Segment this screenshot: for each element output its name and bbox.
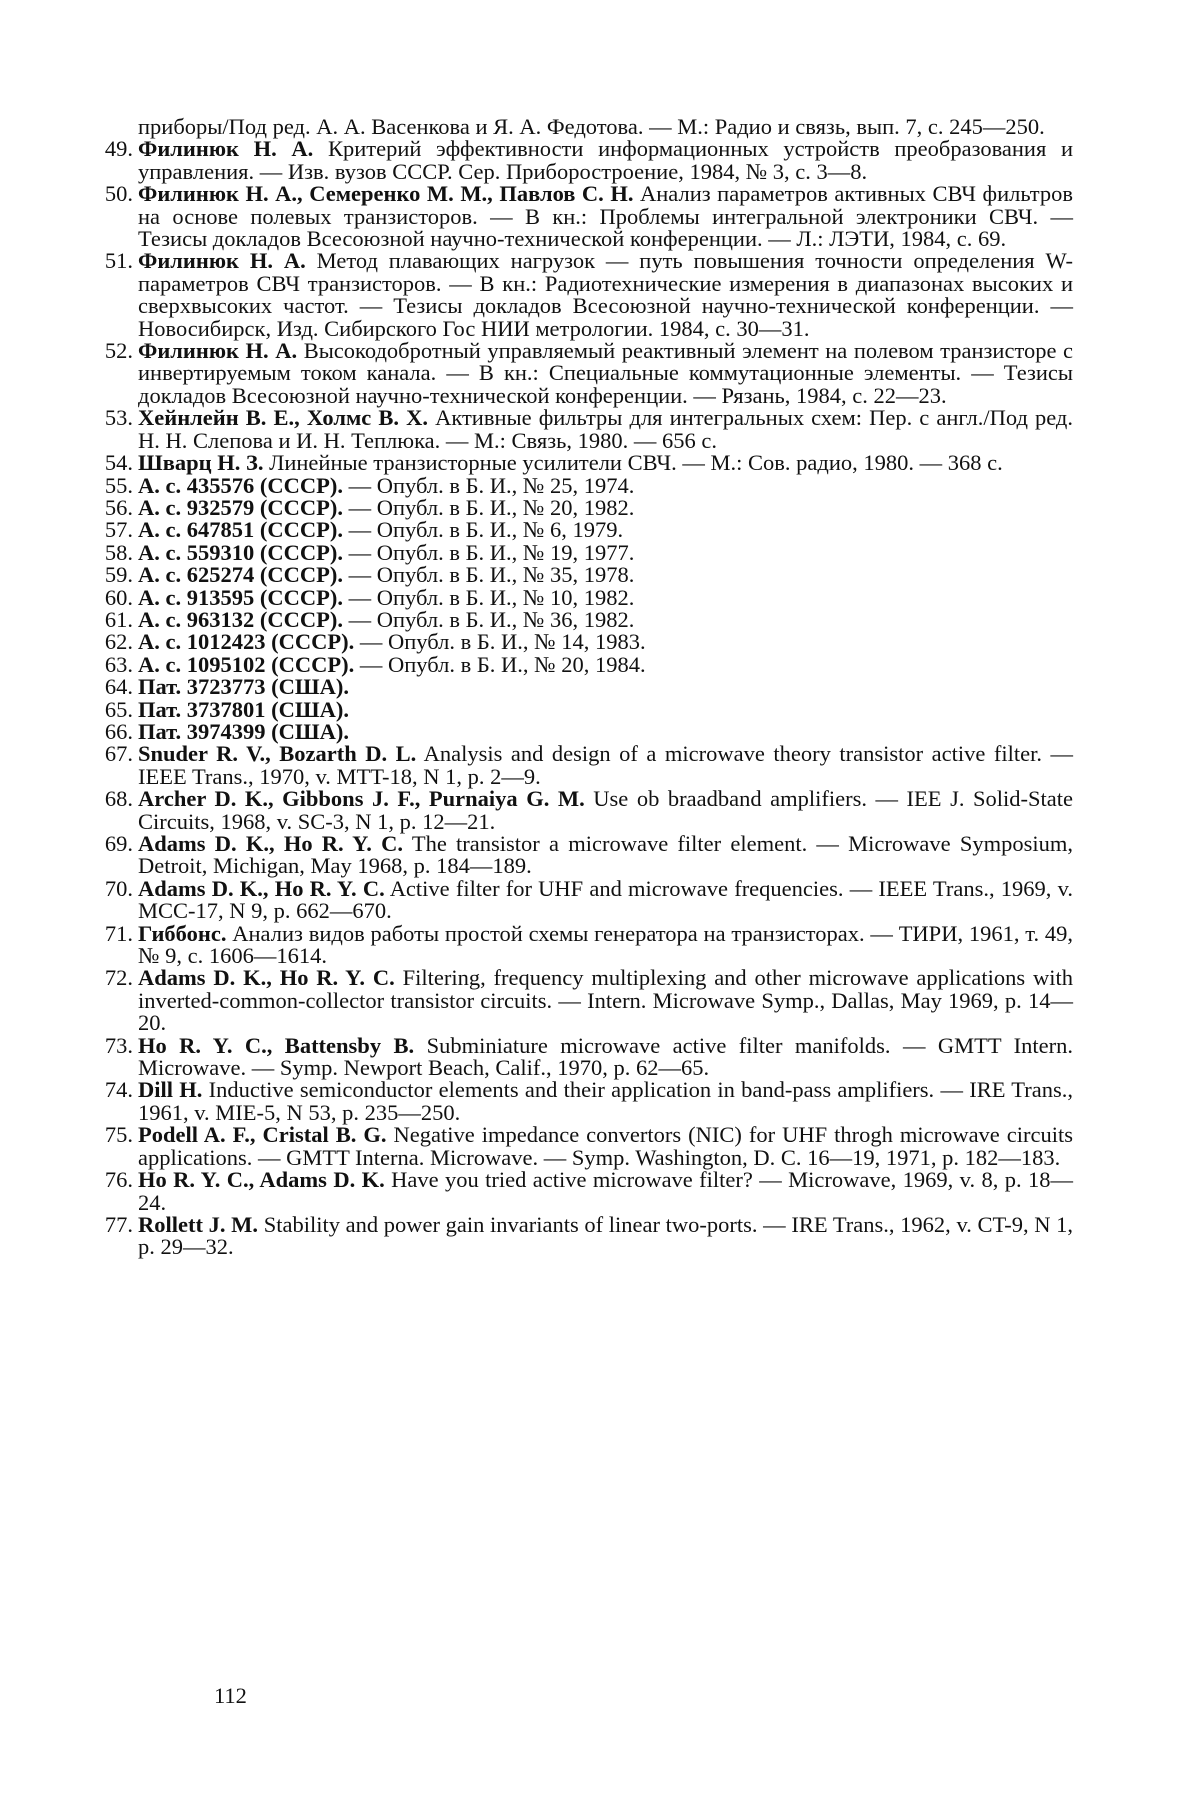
reference-number: 71. [104,920,133,946]
reference-item [95,183,1073,250]
reference-author: Пат. 3723773 (США). [138,674,349,700]
reference-item [95,696,1073,722]
reference-item [95,606,1073,632]
reference-number: 73. [104,1032,133,1058]
reference-number: 67. [104,741,133,767]
reference-number: 50. [104,181,133,207]
reference-author: Dill H. [138,1077,203,1103]
reference-text: — Опубл. в Б. И., № 25, 1974. [348,472,635,498]
reference-number: 60. [104,584,133,610]
reference-text: — Опубл. в Б. И., № 19, 1977. [348,539,635,565]
reference-body [138,248,1073,340]
reference-item [95,138,1073,183]
reference-body [138,1212,1073,1259]
reference-body [138,136,1073,183]
reference-number: 49. [104,136,133,162]
reference-item [95,116,1073,138]
reference-text: приборы/Под ред. А. А. Васенкова и Я. А. Федотова. — М.: Радио и связь, вып. 7, с. 245—250. [138,114,1045,139]
reference-text: Have you tried active microwave filter? — Microwave, 1969, v. 8, p. 18—24. [138,1167,1073,1215]
reference-text: Analysis and design of a microwave theory transistor active filter. — IEEE Trans., 1970, v. MTT-18, N 1, p. 2—9. [138,741,1073,789]
reference-body [138,831,1073,878]
reference-item [95,407,1073,452]
reference-number: 72. [104,965,133,991]
reference-author: Шварц Н. З. [138,450,264,476]
reference-body [138,517,623,542]
reference-body [138,338,1073,408]
reference-author: А. с. 625274 (СССР). [138,562,343,588]
reference-body [138,652,646,677]
reference-text: Filtering, frequency multiplexing and other microwave applications with inverted-common-collector transistor circuits. — Intern. Microwave Symp., Dallas, May 1969, p. 14—20. [138,965,1073,1036]
reference-body [138,450,1003,475]
reference-author: А. с. 963132 (СССР). [138,606,343,632]
reference-text: — Опубл. в Б. И., № 36, 1982. [348,606,635,632]
reference-number: 55. [104,472,133,498]
reference-author: А. с. 1012423 (СССР). [138,629,355,655]
reference-item [95,584,1073,610]
reference-item [95,1079,1073,1124]
reference-item [95,519,1073,541]
reference-item [95,788,1073,833]
reference-text: Negative impedance convertors (NIC) for UHF throgh microwave circuits applications. — GMTT Interna. Microwave. — Symp. Washington, D. C. 16—19, 1971, p. 182—183. [138,1122,1074,1170]
reference-text: Subminiature microwave active filter manifolds. — GMTT Intern. Microwave. — Symp. Newport Beach, Calif., 1970, p. 62—65. [138,1032,1073,1081]
reference-body [138,562,634,587]
reference-item [95,676,1073,698]
reference-author: Филинюк Н. А. [138,338,298,364]
reference-author: Archer D. K., Gibbons J. F., Purnaiya G. M. [138,786,585,812]
reference-author: Ho R. Y. C., Adams D. K. [138,1167,385,1193]
reference-body [138,629,646,654]
reference-author: А. с. 647851 (СССР). [138,517,343,543]
reference-text: Линейные транзисторные усилители СВЧ. — М.: Сов. радио, 1980. — 368 с. [269,450,1003,476]
reference-number: 54. [104,450,133,476]
reference-text: The transistor a microwave filter element. — Microwave Symposium, Detroit, Michigan, May 1968, p. 184—189. [138,831,1073,879]
reference-text: Критерий эффективности информационных устройств преобразования и управления. — Изв. вузов СССР. Сер. Приборостроение, 1984, № 3, с. 3—8. [138,136,1074,184]
reference-author: Podell A. F., Cristal B. G. [138,1122,387,1148]
reference-item [95,1211,1073,1260]
reference-number: 62. [104,629,133,655]
page-number: 112 [214,1683,247,1708]
reference-author: Adams D. K., Ho R. Y. C. [138,965,395,991]
reference-text: Inductive semiconductor elements and their application in band-pass amplifiers. — IRE Trans., 1961, v. MIE-5, N 53, p. 235—250. [138,1077,1073,1125]
reference-list [95,116,1073,1259]
reference-body [138,965,1073,1035]
reference-number: 63. [104,651,133,677]
reference-body [138,697,349,722]
reference-number: 52. [104,338,133,364]
reference-text: — Опубл. в Б. И., № 10, 1982. [348,584,635,610]
reference-number: 70. [104,875,133,901]
reference-number: 51. [104,248,133,274]
reference-number: 75. [104,1122,133,1148]
reference-body [138,585,634,610]
reference-item [95,967,1073,1034]
reference-item [95,494,1073,520]
reference-author: Пат. 3974399 (США). [138,718,349,744]
reference-body [138,741,1073,788]
reference-author: Филинюк Н. А., Семеренко М. М., Павлов С. Н. [138,181,634,207]
reference-item [95,564,1073,586]
reference-body [138,405,1073,452]
reference-body [138,540,634,565]
reference-number: 69. [104,831,133,856]
reference-item [95,1124,1073,1169]
reference-author: Филинюк Н. А. [138,136,314,162]
reference-body [138,607,634,632]
reference-item [95,250,1073,340]
reference-author: Пат. 3737801 (США). [138,696,349,722]
reference-number: 59. [104,562,133,588]
reference-text: — Опубл. в Б. И., № 20, 1982. [348,494,635,520]
reference-number: 65. [104,696,133,722]
reference-text: Метод плавающих нагрузок — путь повышения точности определения W-параметров СВЧ транзисторов. — В кн.: Радиотехнические измерения в диапазонах высоких и сверхвысоких частот. — Тезисы докладов Всесоюзной научно-технической конференции. — Новосибирск, Изд. Сибирского Гос НИИ метрологии. 1984, с. 30—31. [138,248,1073,341]
reference-author: А. с. 913595 (СССР). [138,584,343,610]
reference-body [138,674,349,699]
reference-author: А. с. 559310 (СССР). [138,539,343,565]
reference-item [95,472,1073,498]
reference-item [95,452,1073,474]
reference-number: 53. [104,405,133,431]
reference-body [138,921,1073,968]
reference-item [95,743,1073,788]
reference-item [95,1032,1073,1081]
reference-body [138,181,1073,251]
reference-number: 58. [104,539,133,565]
reference-author: А. с. 1095102 (СССР). [138,651,355,677]
reference-number: 66. [104,718,133,744]
reference-text: — Опубл. в Б. И., № 6, 1979. [348,517,624,543]
reference-number: 74. [104,1077,133,1103]
reference-item [95,920,1074,969]
reference-author: Rollett J. M. [138,1211,259,1237]
reference-body [138,495,634,520]
reference-text: Активные фильтры для интегральных схем: Пер. с англ./Под ред. Н. Н. Слепова и И. Н. Теплюка. — М.: Связь, 1980. — 656 с. [138,405,1073,453]
reference-number: 77. [104,1211,133,1237]
reference-number: 64. [104,674,133,700]
reference-author: Ho R. Y. C., Battensby B. [138,1032,415,1058]
reference-number: 68. [104,786,133,812]
reference-item [95,875,1073,924]
reference-author: Хейнлейн В. Е., Холмс В. Х. [138,405,428,431]
reference-author: Филинюк Н. А. [138,248,306,274]
reference-text: Анализ видов работы простой схемы генератора на транзисторах. — ТИРИ, 1961, т. 49, № 9, с. 1606—1614. [138,920,1074,969]
reference-author: А. с. 435576 (СССР). [138,472,343,498]
reference-number: 76. [104,1167,133,1193]
reference-body [138,1077,1073,1124]
reference-text: — Опубл. в Б. И., № 35, 1978. [348,562,635,588]
reference-text: Анализ параметров активных СВЧ фильтров на основе полевых транзисторов. — В кн.: Проблемы интегральной электроники СВЧ. — Тезисы докладов Всесоюзной научно-технической конференции. — Л.: ЛЭТИ, 1984, с. 69. [138,181,1073,252]
reference-body [138,719,349,744]
reference-text: — Опубл. в Б. И., № 20, 1984. [359,651,646,677]
reference-item [95,340,1073,407]
reference-author: Adams D. K., Ho R. Y. C. [138,875,385,901]
reference-number: 61. [104,606,133,632]
reference-text: Stability and power gain invariants of linear two-ports. — IRE Trans., 1962, v. CT-9, N 1, p. 29—32. [138,1211,1073,1260]
reference-text: Use ob braadband amplifiers. — IEE J. Solid-State Circuits, 1968, v. SC-3, N 1, p. 12—21. [138,786,1073,834]
reference-body [138,876,1073,923]
reference-item [95,833,1073,878]
reference-body [138,1167,1073,1214]
reference-item [95,718,1073,744]
reference-number: 56. [104,494,133,520]
reference-item [95,631,1073,653]
reference-body [138,786,1073,833]
reference-author: Гиббонс. [138,920,227,946]
reference-body [138,1033,1073,1080]
reference-text: Active filter for UHF and microwave frequencies. — IEEE Trans., 1969, v. MCC-17, N 9, p. 662—670. [138,875,1073,924]
reference-item [95,1169,1073,1214]
reference-author: Snuder R. V., Bozarth D. L. [138,741,417,767]
reference-item [95,651,1073,677]
reference-text: — Опубл. в Б. И., № 14, 1983. [359,629,646,655]
reference-author: А. с. 932579 (СССР). [138,494,343,520]
reference-body [138,1122,1073,1169]
reference-author: Adams D. K., Ho R. Y. C. [138,831,403,856]
reference-item [95,539,1073,565]
reference-body [138,114,1045,139]
reference-number: 57. [104,517,133,543]
reference-body [138,473,634,498]
reference-text: Высокодобротный управляемый реактивный элемент на полевом транзисторе с инвертируемым током канала. — В кн.: Специальные коммутационные элементы. — Тезисы докладов Всесоюзной научно-технической конференции. — Рязань, 1984, с. 22—23. [138,338,1074,408]
